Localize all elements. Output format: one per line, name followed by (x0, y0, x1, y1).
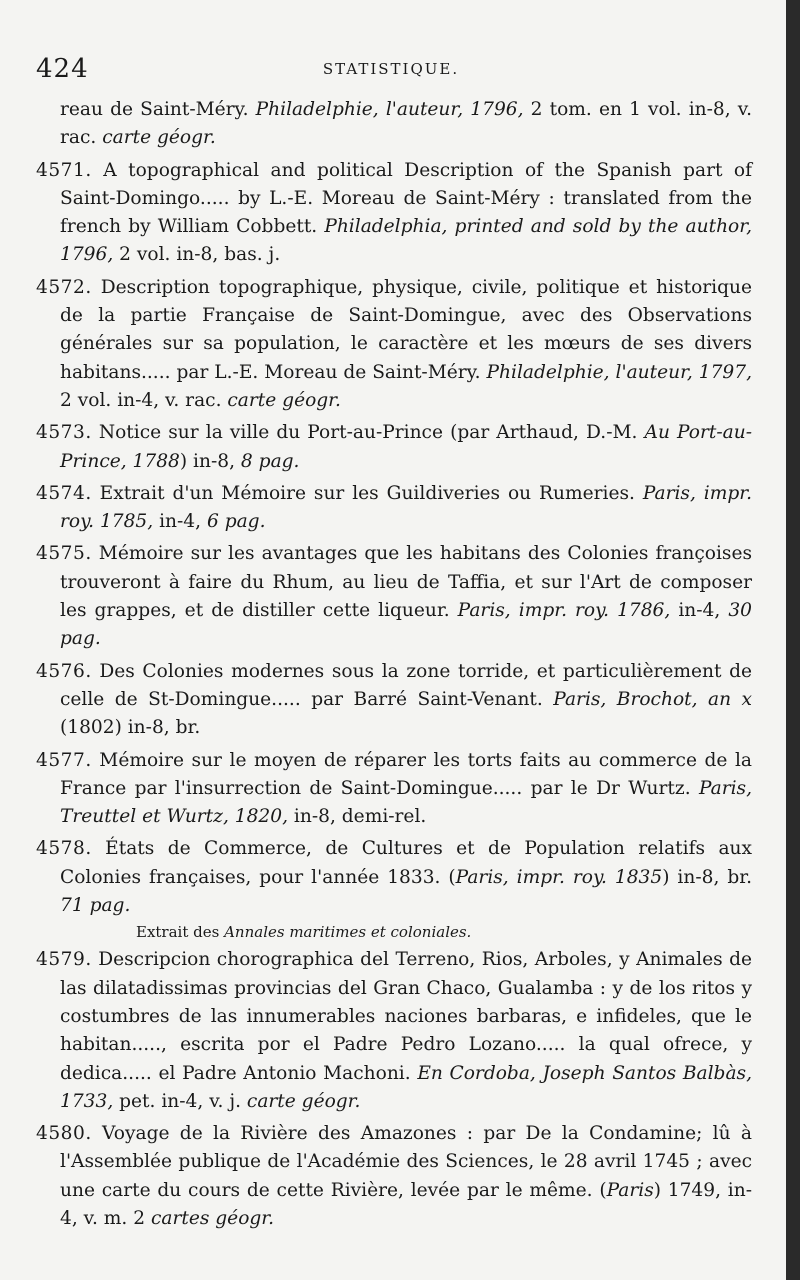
page-number: 424 (36, 54, 89, 84)
entry-number: 4572. (36, 276, 92, 298)
catalogue-entry: 4578. États de Commerce, de Cultures et de Population relatifs aux Colonies françaises, pour l'année 1833. (Paris, impr. roy. 1835) in-8, br. 71 pag. (36, 838, 752, 917)
catalogue-entry: 4579. Descripcion chorographica del Terreno, Rios, Arboles, y Animales de las dilatadissimas provincias del Gran Chaco, Gualamba : y de los ritos y costumbres de las innumerables naciones barbaras, e infideles, que le habitan....., escrita por el Padre Pedro Lozano..... la qual ofrece, y dedica..... el Padre Antonio Machoni. En Cordoba, Joseph Santos Balbàs, 1733, pet. in-4, v. j. carte géogr. (36, 949, 752, 1112)
catalogue-body (36, 96, 752, 1237)
catalogue-entry: 4573. Notice sur la ville du Port-au-Prince (par Arthaud, D.-M. Au Port-au-Prince, 1788) in-8, 8 pag. (36, 422, 752, 472)
entry-number: 4571. (36, 159, 92, 181)
catalogue-entry: 4575. Mémoire sur les avantages que les habitans des Colonies françoises trouveront à faire du Rhum, au lieu de Taffia, et sur l'Art de composer les grappes, et de distiller cette liqueur. Paris, impr. roy. 1786, in-4, 30 pag. (36, 543, 752, 650)
catalogue-entry: 4580. Voyage de la Rivière des Amazones : par De la Condamine; lû à l'Assemblée publique de l'Académie des Sciences, le 28 avril 1745 ; avec une carte du cours de cette Rivière, levée par le même. (Paris) 1749, in-4, v. m. 2 cartes géogr. (36, 1123, 753, 1229)
entry-number: 4579. (36, 949, 92, 971)
catalogue-entry: 4572. Description topographique, physique, civile, politique et historique de la partie Française de Saint-Domingue, avec des Observations générales sur sa population, le caractère et les mœurs de ses divers habitans..... par L.-E. Moreau de Saint-Méry. Philadelphie, l'auteur, 1797, 2 vol. in-4, v. rac. carte géogr. (36, 276, 752, 411)
entry-number: 4575. (36, 543, 92, 565)
catalogue-entry: 4576. Des Colonies modernes sous la zone torride, et particulièrement de celle de St-Domingue..... par Barré Saint-Venant. Paris, Brochot, an x (1802) in-8, br. (36, 660, 752, 739)
catalogue-entry: 4577. Mémoire sur le moyen de réparer les torts faits au commerce de la France par l'insurrection de Saint-Domingue..... par le Dr Wurtz. Paris, Treuttel et Wurtz, 1820, in-8, demi-rel. (36, 749, 752, 828)
running-head: STATISTIQUE. (322, 60, 460, 78)
catalogue-entry: 4574. Extrait d'un Mémoire sur les Guildiveries ou Rumeries. Paris, impr. roy. 1785, in-4, 6 pag. (36, 482, 752, 533)
entry-note: Extrait des Annales maritimes et coloniales. (136, 923, 472, 942)
page-header (36, 54, 746, 88)
entry-number: 4576. (36, 660, 92, 682)
catalogue-entry: reau de Saint-Méry. Philadelphie, l'auteur, 1796, 2 tom. en 1 vol. in-8, v. rac. carte géogr. (60, 99, 753, 149)
entry-number: 4573. (36, 422, 92, 444)
entry-number: 4577. (36, 749, 92, 771)
catalogue-entry: 4571. A topographical and political Description of the Spanish part of Saint-Domingo..... by L.-E. Moreau de Saint-Méry : translated from the french by William Cobbett. Philadelphia, printed and sold by the author, 1796, 2 vol. in-8, bas. j. (36, 159, 752, 266)
entry-number: 4574. (36, 482, 92, 504)
entry-number: 4578. (36, 838, 92, 860)
entry-number: 4580. (36, 1123, 92, 1145)
